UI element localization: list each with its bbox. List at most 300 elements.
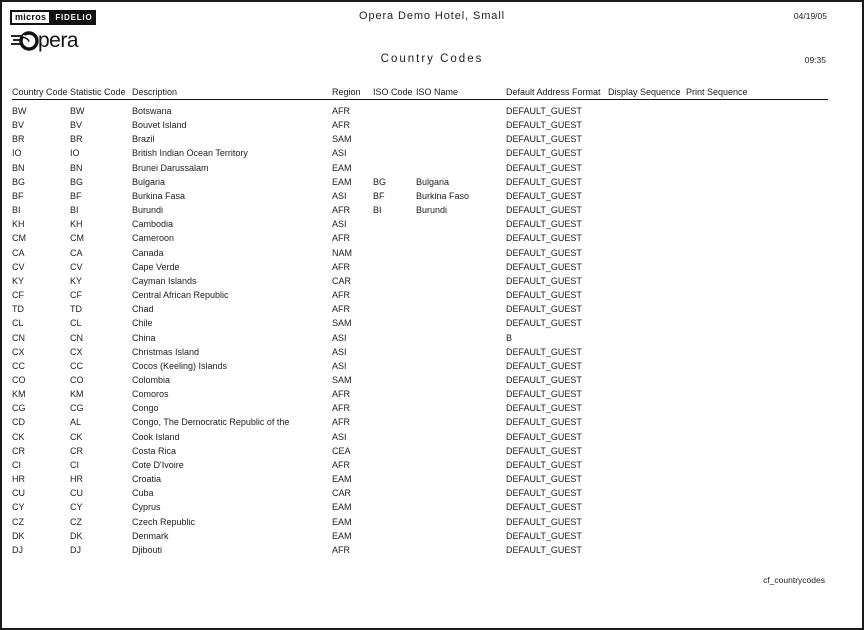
table-cell: Chad [132, 304, 154, 315]
table-cell [416, 231, 506, 245]
table-cell: AFR [332, 459, 350, 470]
table-cell: HR [70, 474, 83, 485]
table-cell: CAR [332, 488, 352, 499]
table-cell [416, 415, 506, 429]
table-cell [608, 316, 686, 330]
table-row [12, 104, 828, 118]
table-cell [608, 189, 686, 203]
column-header: Default Address Format [506, 86, 608, 99]
table-cell: DEFAULT_GUEST [506, 233, 582, 244]
table-cell: DEFAULT_GUEST [506, 502, 582, 513]
table-cell: DEFAULT_GUEST [506, 247, 582, 258]
column-header-row [12, 86, 828, 100]
table-cell [608, 274, 686, 288]
table-cell: Bulgaria [132, 176, 166, 187]
table-cell [686, 486, 828, 500]
table-cell: SAM [332, 134, 352, 145]
table-cell: CG [70, 403, 84, 414]
table-cell [373, 246, 416, 260]
table-cell [608, 543, 686, 557]
table-cell [416, 345, 506, 359]
table-cell [608, 430, 686, 444]
table-cell [416, 316, 506, 330]
table-cell: Congo [132, 403, 159, 414]
table-cell: EAM [332, 162, 352, 173]
table-cell [608, 486, 686, 500]
table-cell: AFR [332, 544, 350, 555]
table-row [12, 401, 828, 415]
table-cell: Cocos (Keeling) Islands [132, 360, 228, 371]
table-cell [686, 161, 828, 175]
table-cell: DEFAULT_GUEST [506, 403, 582, 414]
table-cell: CA [70, 247, 83, 258]
table-cell: CX [70, 346, 83, 357]
table-cell: BR [12, 134, 25, 145]
table-cell [686, 500, 828, 514]
table-cell [686, 132, 828, 146]
column-header: Description [132, 86, 332, 99]
table-cell [686, 231, 828, 245]
table-cell [416, 161, 506, 175]
table-cell: BF [12, 190, 24, 201]
table-cell [686, 175, 828, 189]
table-cell [373, 274, 416, 288]
table-cell: ASI [332, 190, 347, 201]
table-cell [608, 373, 686, 387]
table-cell: CI [12, 459, 21, 470]
table-cell [608, 104, 686, 118]
table-cell: Burundi [132, 205, 164, 216]
table-cell [416, 486, 506, 500]
table-cell [416, 217, 506, 231]
table-cell: DJ [12, 544, 23, 555]
table-cell [373, 288, 416, 302]
table-cell: DEFAULT_GUEST [506, 318, 582, 329]
table-cell: KY [70, 275, 83, 286]
table-cell: NAM [332, 247, 352, 258]
table-cell: CI [70, 459, 79, 470]
micros-logo-text: micros [10, 10, 51, 25]
table-cell [608, 331, 686, 345]
table-cell: Cook Island [132, 431, 180, 442]
table-cell [416, 373, 506, 387]
table-cell [608, 444, 686, 458]
table-cell [686, 217, 828, 231]
table-cell: BV [70, 120, 83, 131]
table-cell: CD [12, 417, 25, 428]
table-cell [686, 203, 828, 217]
table-cell: CF [70, 290, 82, 301]
table-cell: BF [373, 190, 385, 201]
table-cell [686, 316, 828, 330]
table-cell: KM [70, 389, 84, 400]
table-cell [373, 359, 416, 373]
table-cell: BR [70, 134, 83, 145]
table-cell [686, 472, 828, 486]
table-cell: BV [12, 120, 25, 131]
table-row [12, 373, 828, 387]
table-cell [686, 345, 828, 359]
table-cell [608, 345, 686, 359]
table-cell: EAM [332, 474, 352, 485]
table-cell: Brazil [132, 134, 155, 145]
table-cell: CEA [332, 445, 351, 456]
table-cell [416, 401, 506, 415]
table-cell [416, 430, 506, 444]
table-cell: DEFAULT_GUEST [506, 488, 582, 499]
table-cell: Botswana [132, 106, 172, 116]
table-cell [608, 472, 686, 486]
table-cell: AL [70, 417, 82, 428]
table-cell [608, 529, 686, 543]
table-cell [373, 316, 416, 330]
table-cell [373, 430, 416, 444]
table-cell: CN [12, 332, 25, 343]
table-cell: Comoros [132, 389, 169, 400]
table-cell: DEFAULT_GUEST [506, 431, 582, 442]
table-cell [608, 246, 686, 260]
table-cell: Costa Rica [132, 445, 177, 456]
table-cell: Cuba [132, 488, 154, 499]
table-cell [608, 387, 686, 401]
table-row [12, 288, 828, 302]
column-header: Statistic Code [70, 86, 132, 99]
table-cell [608, 515, 686, 529]
table-row [12, 246, 828, 260]
table-cell: EAM [332, 516, 352, 527]
table-cell: CC [70, 360, 83, 371]
table-cell: CU [70, 488, 83, 499]
table-cell: Bulgaria [416, 176, 450, 187]
table-cell [608, 118, 686, 132]
table-cell: Central African Republic [132, 290, 229, 301]
table-cell [373, 486, 416, 500]
table-cell: DEFAULT_GUEST [506, 360, 582, 371]
table-cell: BG [12, 176, 26, 187]
table-row [12, 189, 828, 203]
table-cell [686, 444, 828, 458]
report-reference: cf_countrycodes [763, 575, 825, 585]
table-cell [686, 415, 828, 429]
table-cell: ASI [332, 219, 347, 230]
table-cell [608, 302, 686, 316]
table-cell [373, 458, 416, 472]
table-cell: SAM [332, 374, 352, 385]
table-row [12, 387, 828, 401]
table-cell: Burkina Faso [416, 190, 470, 201]
column-header: ISO Name [416, 86, 506, 99]
table-cell: AFR [332, 403, 350, 414]
table-cell [686, 246, 828, 260]
table-cell: DEFAULT_GUEST [506, 445, 582, 456]
table-row [12, 415, 828, 429]
table-cell [686, 260, 828, 274]
table-row [12, 486, 828, 500]
table-cell: DEFAULT_GUEST [506, 374, 582, 385]
table-cell [373, 217, 416, 231]
table-cell: DEFAULT_GUEST [506, 389, 582, 400]
table-cell: DEFAULT_GUEST [506, 474, 582, 485]
table-cell: DEFAULT_GUEST [506, 304, 582, 315]
table-cell: CX [12, 346, 25, 357]
table-row [12, 118, 828, 132]
table-row [12, 331, 828, 345]
table-cell [608, 288, 686, 302]
table-cell: CAR [332, 275, 352, 286]
table-row [12, 472, 828, 486]
table-cell [373, 373, 416, 387]
table-cell [373, 118, 416, 132]
table-cell: DEFAULT_GUEST [506, 134, 582, 145]
table-cell [416, 260, 506, 274]
table-cell [608, 217, 686, 231]
table-cell: DEFAULT_GUEST [506, 120, 582, 131]
table-cell [416, 274, 506, 288]
table-cell [608, 132, 686, 146]
table-cell: CV [70, 261, 83, 272]
table-cell: Czech Republic [132, 516, 196, 527]
table-cell [686, 288, 828, 302]
table-cell [686, 387, 828, 401]
table-cell: CA [12, 247, 25, 258]
table-cell: Christmas Island [132, 346, 200, 357]
table-cell: TD [12, 304, 24, 315]
table-cell [373, 387, 416, 401]
table-cell: AFR [332, 261, 350, 272]
table-cell [416, 331, 506, 345]
table-cell: CO [12, 374, 26, 385]
table-cell: Cape Verde [132, 261, 180, 272]
table-cell: DEFAULT_GUEST [506, 544, 582, 555]
table-cell [686, 146, 828, 160]
table-row [12, 359, 828, 373]
table-cell: Cayman Islands [132, 275, 197, 286]
table-cell [416, 529, 506, 543]
table-cell: Burkina Fasa [132, 190, 186, 201]
table-cell [686, 189, 828, 203]
table-cell: AFR [332, 389, 350, 400]
table-cell [373, 132, 416, 146]
table-cell [608, 415, 686, 429]
table-cell: KY [12, 275, 25, 286]
table-row [12, 203, 828, 217]
table-cell: Djibouti [132, 544, 163, 555]
table-cell: DEFAULT_GUEST [506, 346, 582, 357]
table-cell: DEFAULT_GUEST [506, 459, 582, 470]
table-cell: Burundi [416, 205, 448, 216]
table-cell: BW [12, 106, 27, 116]
table-cell [416, 146, 506, 160]
table-cell: CM [70, 233, 84, 244]
table-cell: CG [12, 403, 26, 414]
table-cell: CK [12, 431, 25, 442]
table-cell [608, 500, 686, 514]
table-cell [373, 401, 416, 415]
table-row [12, 132, 828, 146]
table-cell: BF [70, 190, 82, 201]
table-cell [608, 401, 686, 415]
table-cell: CO [70, 374, 84, 385]
table-cell: TD [70, 304, 82, 315]
table-row [12, 543, 828, 557]
opera-logo-icon [11, 28, 41, 54]
table-row [12, 345, 828, 359]
table-cell [416, 472, 506, 486]
table-cell: B [506, 332, 513, 343]
table-row [12, 146, 828, 160]
table-cell [686, 331, 828, 345]
table-cell [608, 231, 686, 245]
table-cell: BG [70, 176, 84, 187]
table-cell: ASI [332, 332, 347, 343]
table-row [12, 444, 828, 458]
table-cell [686, 458, 828, 472]
table-cell [608, 260, 686, 274]
table-cell: Bouvet Island [132, 120, 187, 131]
table-row [12, 274, 828, 288]
table-cell: British Indian Ocean Territory [132, 148, 248, 159]
table-cell: BN [12, 162, 25, 173]
opera-logo [11, 28, 78, 54]
table-cell [373, 231, 416, 245]
table-cell [373, 529, 416, 543]
table-cell: DEFAULT_GUEST [506, 190, 582, 201]
table-cell: Colombia [132, 374, 171, 385]
opera-logo-wordmark: pera [38, 29, 79, 52]
table-cell: CU [12, 488, 25, 499]
table-row [12, 515, 828, 529]
column-header: Region [332, 86, 373, 99]
table-cell [686, 430, 828, 444]
table-cell [416, 359, 506, 373]
table-cell: DEFAULT_GUEST [506, 261, 582, 272]
table-row [12, 316, 828, 330]
table-cell [686, 373, 828, 387]
table-cell: CR [12, 445, 25, 456]
table-cell: Denmark [132, 530, 169, 541]
table-cell: CN [70, 332, 83, 343]
table-cell [416, 302, 506, 316]
table-cell: KM [12, 389, 26, 400]
table-cell: AFR [332, 205, 350, 216]
table-cell: DEFAULT_GUEST [506, 106, 582, 116]
table-header-row [12, 86, 828, 99]
table-cell [373, 472, 416, 486]
table-row [12, 302, 828, 316]
page-title: Country Codes [380, 53, 484, 65]
table-cell: CM [12, 233, 26, 244]
table-cell: BI [70, 205, 79, 216]
table-cell [373, 415, 416, 429]
table-cell: IO [12, 148, 22, 159]
table-cell: Chile [132, 318, 153, 329]
table-cell [608, 203, 686, 217]
table-cell [608, 161, 686, 175]
table-cell: CK [70, 431, 83, 442]
table-cell [373, 515, 416, 529]
table-cell: Cameroon [132, 233, 175, 244]
table-cell [416, 444, 506, 458]
table-cell: China [132, 332, 156, 343]
table-cell [686, 274, 828, 288]
table-cell: CL [12, 318, 24, 329]
table-row [12, 500, 828, 514]
table-cell: DEFAULT_GUEST [506, 516, 582, 527]
table-row [12, 430, 828, 444]
table-row [12, 161, 828, 175]
table-cell: DEFAULT_GUEST [506, 219, 582, 230]
table-cell [416, 387, 506, 401]
table-cell: AFR [332, 304, 350, 315]
table-cell: Croatia [132, 474, 162, 485]
table-cell [686, 529, 828, 543]
table-cell: CV [12, 261, 25, 272]
table-row [12, 217, 828, 231]
table-cell [373, 543, 416, 557]
table-cell: BI [373, 205, 382, 216]
table-cell [416, 515, 506, 529]
table-cell [686, 104, 828, 118]
table-cell [416, 246, 506, 260]
table-cell: DK [12, 530, 25, 541]
table-cell: EAM [332, 502, 352, 513]
table-cell [686, 401, 828, 415]
table-cell [373, 444, 416, 458]
table-cell: CY [12, 502, 25, 513]
table-cell: EAM [332, 530, 352, 541]
report-time: 09:35 [804, 55, 826, 65]
table-cell: DEFAULT_GUEST [506, 162, 582, 173]
table-cell: CF [12, 290, 24, 301]
table-cell [416, 132, 506, 146]
table-cell: AFR [332, 233, 350, 244]
table-cell [416, 104, 506, 118]
table-cell [373, 260, 416, 274]
country-codes-table [12, 104, 828, 557]
table-cell [608, 175, 686, 189]
table-cell [373, 302, 416, 316]
table-cell [373, 161, 416, 175]
table-cell [416, 543, 506, 557]
table-cell: DEFAULT_GUEST [506, 530, 582, 541]
table-cell: CZ [70, 516, 82, 527]
table-cell: HR [12, 474, 25, 485]
table-cell [686, 515, 828, 529]
table-cell: IO [70, 148, 80, 159]
table-cell: ASI [332, 346, 347, 357]
table-cell [686, 118, 828, 132]
table-cell: SAM [332, 318, 352, 329]
table-cell: CZ [12, 516, 24, 527]
table-cell: ASI [332, 360, 347, 371]
table-cell: BG [373, 176, 387, 187]
table-cell: CL [70, 318, 82, 329]
table-cell: DEFAULT_GUEST [506, 275, 582, 286]
table-cell: DEFAULT_GUEST [506, 417, 582, 428]
table-cell: Cambodia [132, 219, 174, 230]
table-row [12, 458, 828, 472]
table-cell [608, 359, 686, 373]
table-cell: Brunei Darussalam [132, 162, 209, 173]
table-cell: CR [70, 445, 83, 456]
column-header: Display Sequence [608, 86, 686, 99]
table-cell: CY [70, 502, 83, 513]
table-cell [416, 458, 506, 472]
table-cell [686, 543, 828, 557]
table-cell: DEFAULT_GUEST [506, 176, 582, 187]
hotel-name: Opera Demo Hotel, Small [358, 10, 506, 22]
table-cell: BW [70, 106, 85, 116]
